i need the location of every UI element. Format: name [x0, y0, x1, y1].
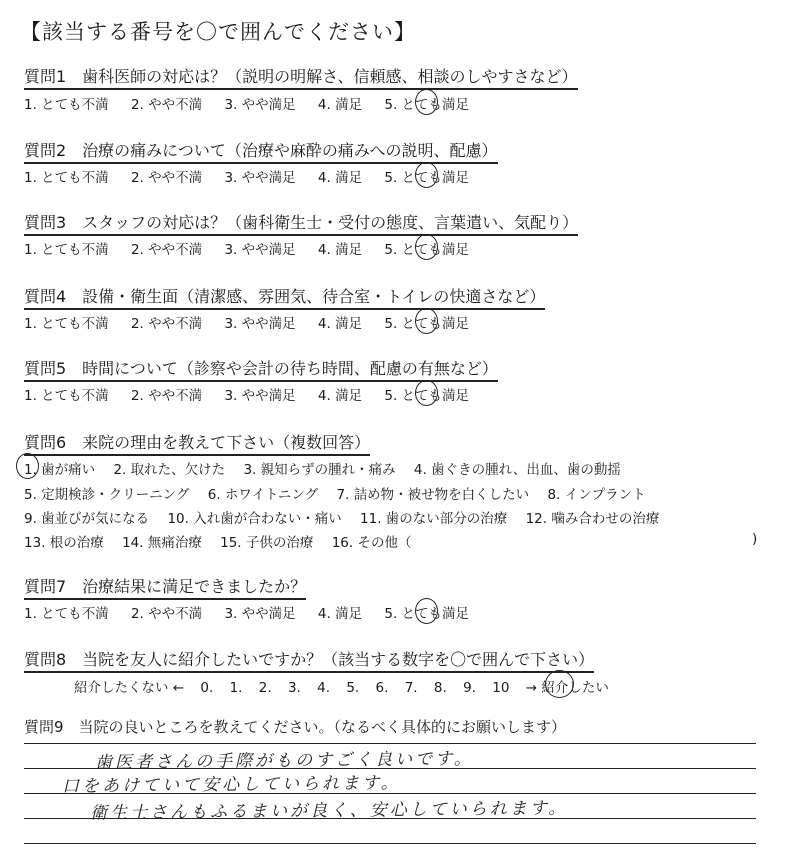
reason-option[interactable]: 14. 無痛治療	[122, 535, 202, 551]
scale-value[interactable]: 9.	[463, 680, 476, 696]
scale-value[interactable]: 8.	[433, 680, 447, 696]
option-5[interactable]: 5. とても満足	[384, 170, 470, 186]
option-4[interactable]: 4. 満足	[317, 170, 363, 186]
reason-option[interactable]: 7. 詰め物・被せ物を白くしたい	[336, 487, 530, 503]
option-4[interactable]: 4. 満足	[317, 606, 363, 622]
question-4	[24, 284, 545, 310]
reason-option[interactable]: 12. 噛み合わせの治療	[525, 511, 660, 527]
option-5[interactable]: 5. とても満足	[384, 606, 470, 622]
selection-circle-q2	[415, 162, 438, 188]
reason-option[interactable]: 2. 取れた、欠けた	[113, 462, 226, 478]
question-5-heading: 質問5 時間について（診察や会計の待ち時間、配慮の有無など）	[24, 356, 498, 382]
other-close-paren: )	[752, 531, 758, 547]
scale-value[interactable]: 0.	[200, 680, 214, 696]
option-2[interactable]: 2. やや不満	[130, 170, 203, 186]
question-3-heading: 質問3 スタッフの対応は？（歯科衛生士・受付の態度、言葉遣い、気配り）	[24, 210, 578, 236]
reason-option[interactable]: 1. 歯が痛い	[24, 462, 96, 478]
option-3[interactable]: 3. やや満足	[224, 388, 296, 404]
question-2	[24, 138, 498, 164]
option-3[interactable]: 3. やや満足	[224, 606, 296, 622]
option-1[interactable]: 1. とても不満	[24, 316, 109, 332]
handwritten-answer-line-3: 衛生士さんもふるまいが良く、安心していられます。	[89, 798, 569, 824]
scale-value[interactable]: 3.	[287, 680, 301, 696]
question-6-heading: 質問6 来院の理由を教えて下さい（複数回答）	[24, 430, 370, 456]
ruled-line	[24, 743, 756, 744]
reason-option[interactable]: 8. インプラント	[547, 487, 646, 503]
option-2[interactable]: 2. やや不満	[130, 242, 203, 258]
option-1[interactable]: 1. とても不満	[24, 388, 109, 404]
option-4[interactable]: 4. 満足	[317, 316, 363, 332]
question-7-heading: 質問7 治療結果に満足できましたか？	[24, 574, 306, 600]
question-6-options-row-4	[24, 531, 425, 551]
question-8	[24, 647, 594, 673]
question-9	[24, 716, 566, 737]
scale-value[interactable]: 5.	[346, 680, 360, 696]
reason-option[interactable]: 6. ホワイトニング	[207, 487, 319, 503]
scale-value[interactable]: 6.	[375, 680, 389, 696]
form-title: 【該当する番号を〇で囲んでください】	[20, 20, 416, 44]
option-2[interactable]: 2. やや不満	[130, 97, 203, 113]
scale-value[interactable]: 1.	[229, 680, 243, 696]
question-4-heading: 質問4 設備・衛生面（清潔感、雰囲気、待合室・トイレの快適さなど）	[24, 284, 545, 310]
option-1[interactable]: 1. とても不満	[24, 170, 109, 186]
question-3	[24, 210, 578, 236]
reason-option-other[interactable]: 16. その他（	[331, 535, 412, 551]
option-4[interactable]: 4. 満足	[317, 242, 363, 258]
question-9-heading: 質問9 当院の良いところを教えてください。（なるべく具体的にお願いします）	[24, 718, 567, 736]
question-6-options-row-1	[24, 458, 635, 478]
selection-circle-q8	[545, 670, 574, 698]
handwritten-answer-line-1: 歯医者さんの手際がものすごく良いです。	[94, 749, 474, 773]
scale-value[interactable]: 2.	[258, 680, 272, 696]
option-1[interactable]: 1. とても不満	[24, 606, 109, 622]
handwritten-answer-line-2: 口をあけていて安心していられます。	[61, 773, 401, 797]
option-1[interactable]: 1. とても不満	[24, 242, 109, 258]
reason-option[interactable]: 3. 親知らずの腫れ・痛み	[243, 462, 396, 478]
scale-right-label: → 紹介したい	[525, 680, 609, 696]
question-2-heading: 質問2 治療の痛みについて（治療や麻酔の痛みへの説明、配慮）	[24, 138, 498, 164]
option-2[interactable]: 2. やや不満	[130, 316, 203, 332]
question-6-options-row-3	[24, 507, 673, 527]
option-4[interactable]: 4. 満足	[317, 97, 363, 113]
selection-circle-q4	[415, 308, 438, 334]
scale-value[interactable]: 4.	[317, 680, 331, 696]
selection-circle-q1	[415, 89, 438, 115]
reason-option[interactable]: 4. 歯ぐきの腫れ、出血、歯の動揺	[413, 462, 621, 478]
option-5[interactable]: 5. とても満足	[384, 316, 470, 332]
question-6-options-row-2	[24, 483, 660, 503]
selection-circle-q6	[16, 453, 39, 479]
selection-circle-q7	[415, 598, 438, 624]
option-3[interactable]: 3. やや満足	[224, 97, 296, 113]
question-5	[24, 356, 498, 382]
selection-circle-q5	[415, 380, 438, 406]
question-7	[24, 574, 306, 600]
scale-value[interactable]: 7.	[404, 680, 418, 696]
reason-option[interactable]: 11. 歯のない部分の治療	[360, 511, 508, 527]
option-4[interactable]: 4. 満足	[317, 388, 363, 404]
reason-option[interactable]: 15. 子供の治療	[220, 535, 314, 551]
scale-left-label: 紹介したくない ←	[74, 680, 185, 696]
option-3[interactable]: 3. やや満足	[224, 316, 296, 332]
reason-option[interactable]: 9. 歯並びが気になる	[24, 511, 150, 527]
option-1[interactable]: 1. とても不満	[24, 97, 109, 113]
question-1-heading: 質問1 歯科医師の対応は？（説明の明解さ、信頼感、相談のしやすさなど）	[24, 64, 578, 90]
question-6	[24, 430, 370, 456]
scale-value[interactable]: 10	[492, 680, 510, 696]
option-5[interactable]: 5. とても満足	[384, 242, 470, 258]
recommendation-scale	[74, 676, 621, 696]
reason-option[interactable]: 13. 根の治療	[24, 535, 104, 551]
option-5[interactable]: 5. とても満足	[384, 97, 470, 113]
reason-option[interactable]: 5. 定期検診・クリーニング	[24, 487, 190, 503]
option-2[interactable]: 2. やや不満	[130, 606, 203, 622]
selection-circle-q3	[415, 234, 438, 260]
option-2[interactable]: 2. やや不満	[130, 388, 203, 404]
question-1	[24, 64, 578, 90]
option-3[interactable]: 3. やや満足	[224, 242, 296, 258]
option-5[interactable]: 5. とても満足	[384, 388, 470, 404]
option-3[interactable]: 3. やや満足	[224, 170, 296, 186]
question-8-heading: 質問8 当院を友人に紹介したいですか？（該当する数字を〇で囲んで下さい）	[24, 647, 594, 673]
reason-option[interactable]: 10. 入れ歯が合わない・痛い	[167, 511, 342, 527]
ruled-line	[24, 843, 756, 844]
